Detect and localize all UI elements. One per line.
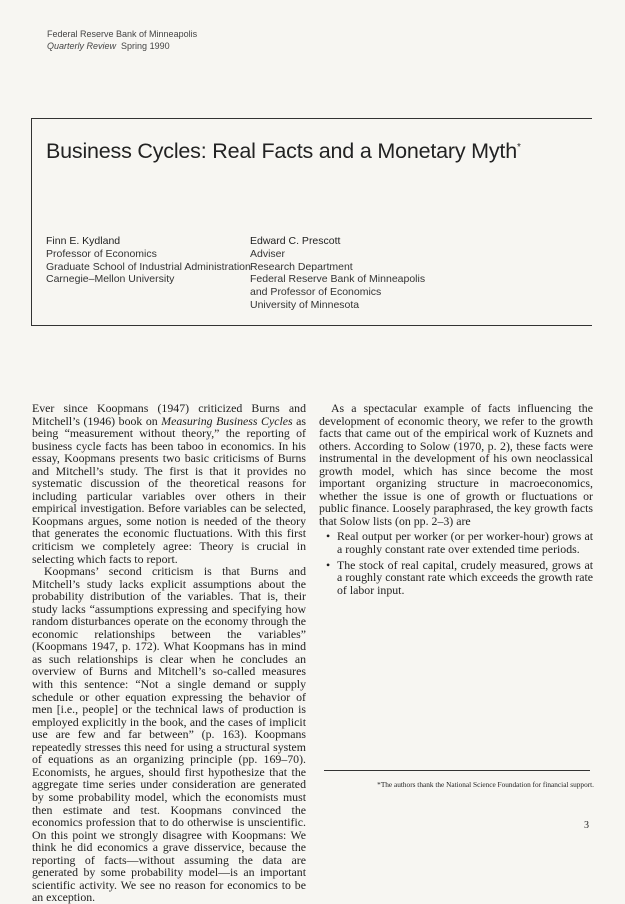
- masthead: [47, 28, 197, 52]
- author-block-1: [46, 235, 251, 286]
- author-affiliation: Professor of Economics: [46, 247, 157, 260]
- article-title: [46, 139, 521, 164]
- growth-facts-list: [319, 530, 593, 596]
- masthead-bank: Federal Reserve Bank of Minneapolis: [47, 29, 198, 39]
- author-affiliation: University of Minnesota: [250, 298, 360, 311]
- author-affiliation: Adviser: [250, 247, 286, 260]
- list-item: [319, 530, 593, 555]
- book-title: Measuring Business Cycles: [161, 413, 293, 428]
- author-affiliation: and Professor of Economics: [250, 286, 382, 299]
- left-column: [32, 402, 306, 904]
- bullet-icon: •: [326, 529, 331, 544]
- paragraph-1: [32, 402, 306, 565]
- author-block-2: [250, 235, 425, 312]
- paragraph-2: Koopmans’ second criticism is that Burns and Mitchell’s study lacks explicit assumptions about the probability distribution of the variables. That is, their study lacks “assumptions expressing and specifying how random disturbances operate on the economy through the economic relationships between the variables” (Koopmans 1947, p. 172). What Koopmans has in mind as such relationships is clear when he concludes an overview of Burns and Mitchell’s so-called measures with this sentence: “Not a single demand or supply schedule or other equation expressing the behavior of men [i.e., people] or the technical laws of production is employed explicitly in the book, and the cases of implicit use are few and far between” (p. 163). Koopmans repeatedly stresses this need for using a structural system of equations as an organizing principle (pp. 169–70). Economists, he argues, should first hypothesize that the aggregate time series under consideration are generated by some probability model, which the economists must then estimate and test. Koopmans convinced the economics profession that to do otherwise is unscientific. On this point we strongly disagree with Koopmans: We think he did economics a grave disservice, because the reporting of facts—without assuming the data are generated by some probability model—is an important scientific activity. We see no reason for economics to be an exception.: [32, 564, 306, 904]
- footnote-rule: [324, 770, 590, 771]
- author-name: Edward C. Prescott: [250, 235, 341, 247]
- author-affiliation: Federal Reserve Bank of Minneapolis: [250, 273, 426, 286]
- journal-name: Quarterly Review: [47, 41, 117, 51]
- title-box: [31, 118, 592, 326]
- list-item-text: The stock of real capital, crudely measured, grows at a roughly constant rate which exceeds the growth rate of labor input.: [337, 557, 593, 597]
- paragraph-1-start: Ever since Koopmans (1947) criticized Burns and Mitchell’s (1946) book on: [32, 401, 306, 428]
- article-title-text: Business Cycles: Real Facts and a Monetary Myth: [46, 139, 517, 163]
- paragraph-1-rest: as being “measurement without theory,” the reporting of business cycle facts has been taboo in economics. In his essay, Koopmans presents two basic criticisms of Burns and Mitchell’s study. The first is that it provides no systematic discussion of the theoretical reasons for including particular variables over others in their empirical investigation. Before variables can be selected, Koopmans argues, some notion is needed of the theory that generates the economic fluctuations. With this first criticism we completely agree: Theory is crucial in selecting which facts to report.: [32, 413, 307, 566]
- author-affiliation: Carnegie–Mellon University: [46, 273, 175, 286]
- author-affiliation: Research Department: [250, 260, 353, 273]
- author-name: Finn E. Kydland: [46, 235, 121, 247]
- bullet-icon: •: [326, 557, 331, 572]
- right-column: [319, 402, 593, 596]
- author-affiliation: Graduate School of Industrial Administration: [46, 260, 251, 273]
- title-footnote-mark: *: [516, 141, 521, 153]
- list-item: [319, 559, 593, 597]
- issue-date: Spring 1990: [121, 41, 170, 51]
- masthead-issue: [47, 40, 197, 52]
- page-number: 3: [584, 820, 589, 831]
- footnote: *The authors thank the National Science Foundation for financial support.: [377, 780, 594, 789]
- paragraph-3: As a spectacular example of facts influencing the development of economic theory, we refer to the growth facts that came out of the empirical work of Kuznets and others. According to Solow (1970, p. 2), these facts were instrumental in the development of his own neoclassical growth model, which has since become the most important organizing structure in macroeconomics, whether the issue is one of growth or fluctuations or public finance. Loosely paraphrased, the key growth facts that Solow lists (on pp. 2–3) are: [319, 401, 593, 528]
- list-item-text: Real output per worker (or per worker-hour) grows at a roughly constant rate over extended time periods.: [337, 529, 593, 557]
